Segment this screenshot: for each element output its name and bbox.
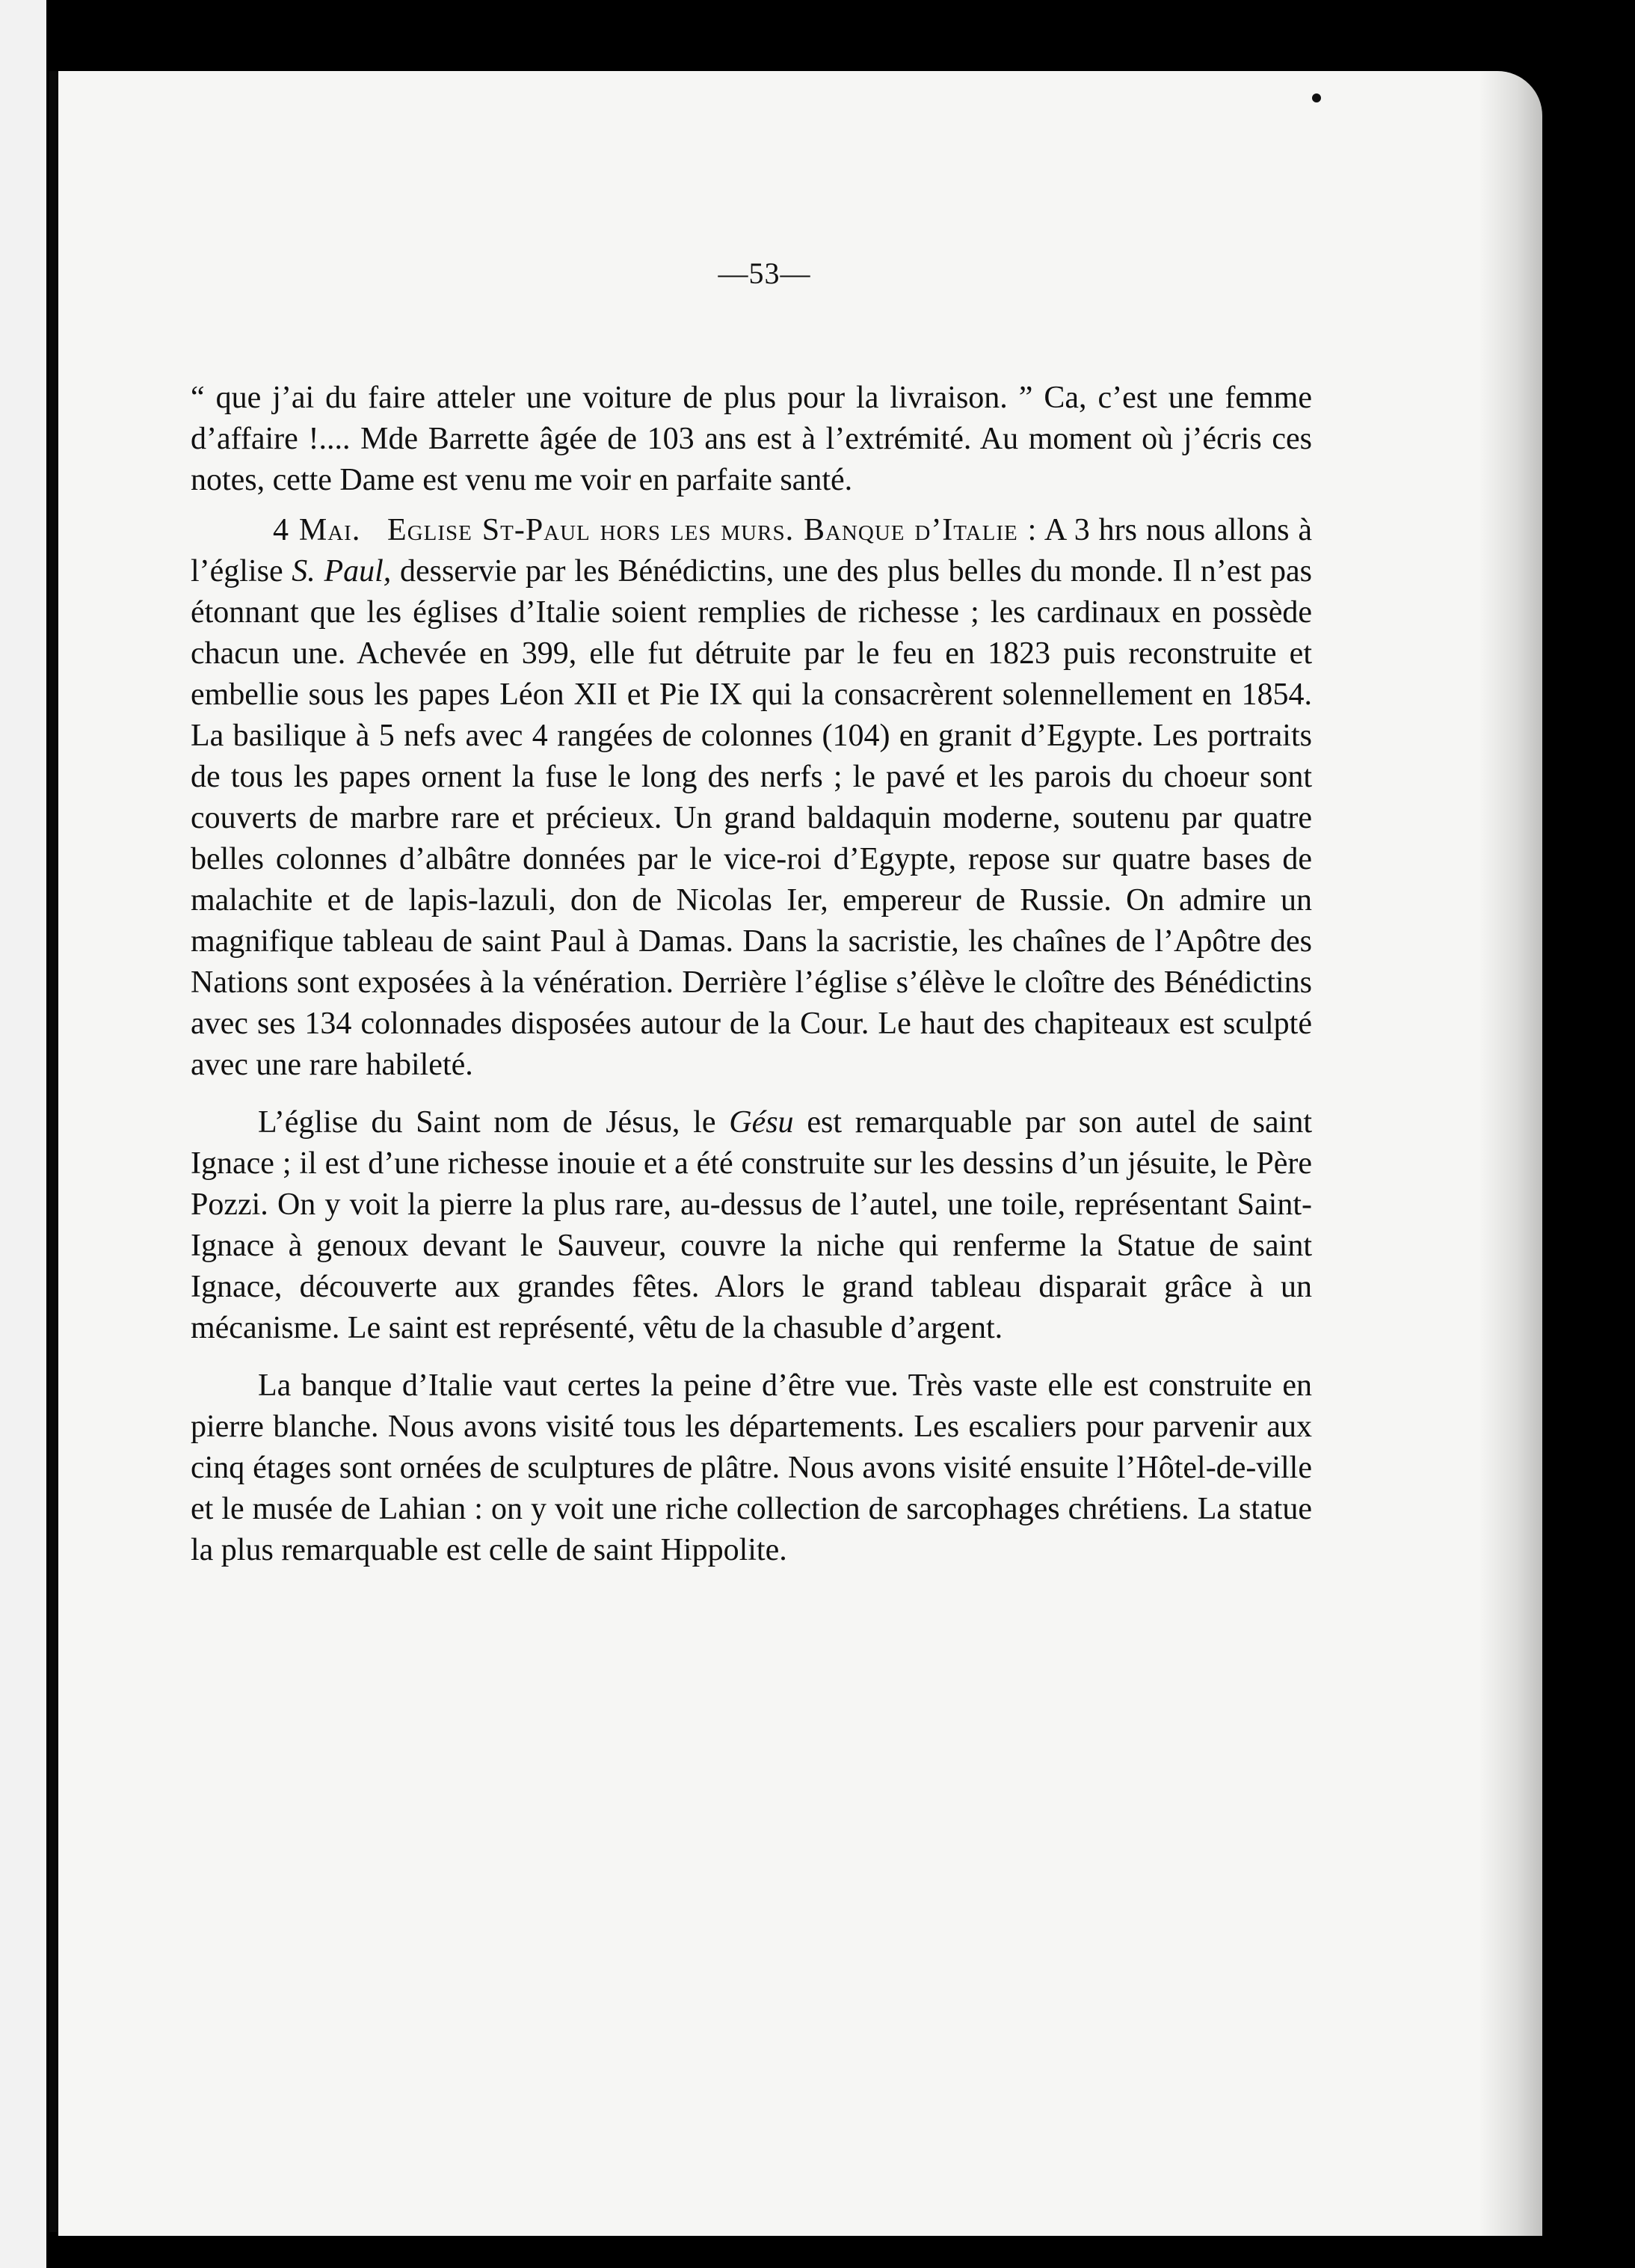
paragraph-2-body: desservie par les Bénédictins, une des plus belles du monde. Il n’est pas étonnant que les églises d’Italie soient remplies de richesse ; les cardinaux en possède chacun une. Achevée en 399, elle fut détruite par le feu en 1823 puis reconstruite et embellie sous les papes Léon XII et Pie IX qui la consacrèrent solennellement en 1854. La basilique à 5 nefs avec 4 rangées de colonnes (104) en granit d’Egypte. Les portraits de tous les papes ornent la fuse le long des nerfs ; le pavé et les parois du choeur sont couverts de marbre rare et précieux. Un grand baldaquin moderne, soutenu par quatre belles colonnes d’albâtre données par le vice-roi d’Egypte, repose sur quatre bases de malachite et de lapis-lazuli, don de Nicolas Ier, empereur de Russie. On admire un magnifique tableau de saint Paul à Damas. Dans la sacristie, les chaînes de l’Apôtre des Nations sont exposées à la vénération. Derrière l’église s’élève le cloître des Bénédictins avec ses 134 colonnades disposées autour de la Cour. Le haut des chapiteaux est sculpté avec une rare habileté. [191, 554, 1313, 1082]
church-name: S. Paul, [292, 554, 392, 588]
page-number: —53— [718, 256, 811, 290]
adjacent-page-edge [0, 0, 46, 2268]
body-text [191, 378, 1312, 1571]
ink-speck [1312, 93, 1321, 102]
paragraph-3 [191, 1102, 1312, 1349]
paragraph-4: La banque d’Italie vaut certes la peine d’être vue. Très vaste elle est construite en pierre blanche. Nous avons visité tous les départements. Les escaliers pour parvenir aux cinq étages sont ornées de sculptures de plâtre. Nous avons visité ensuite l’Hôtel-de-ville et le musée de Lahian : on y voit une riche collection de sarcophages chrétiens. La statue la plus remarquable est celle de saint Hippolite. [191, 1368, 1312, 1567]
page-gutter-shadow [49, 71, 57, 2232]
gesu-name: Gésu [729, 1105, 794, 1140]
paragraph-2 [191, 510, 1312, 1086]
paragraph-1: “ que j’ai du faire atteler une voiture de plus pour la livraison. ” Ca, c’est une femme d’affaire !.... Mde Barrette âgée de 103 ans est à l’extrémité. Au moment où j’écris ces notes, cette Dame est venu me voir en parfaite santé. [191, 381, 1312, 497]
entry-date: 4 Mai. [273, 513, 361, 547]
paragraph-3-body: est remarquable par son autel de saint Ignace ; il est d’une richesse inouie et a été construite sur les dessins d’un jésuite, le Père Pozzi. On y voit la pierre la plus rare, au-dessus de l’autel, une toile, représentant Saint-Ignace à genoux devant le Sauveur, couvre la niche qui renferme la Statue de saint Ignace, découverte aux grandes fêtes. Alors le grand tableau disparait grâce à un mécanisme. Le saint est représenté, vêtu de la chasuble d’argent. [191, 1105, 1313, 1345]
entry-heading: Eglise St-Paul hors les murs. Banque d’Italie : [387, 513, 1038, 547]
paragraph-3-start: L’église du Saint nom de Jésus, le [258, 1105, 716, 1140]
paragraph-2-start: A 3 hrs nous allons à l’église [191, 513, 1313, 588]
page-curl-shadow [1479, 71, 1542, 2236]
